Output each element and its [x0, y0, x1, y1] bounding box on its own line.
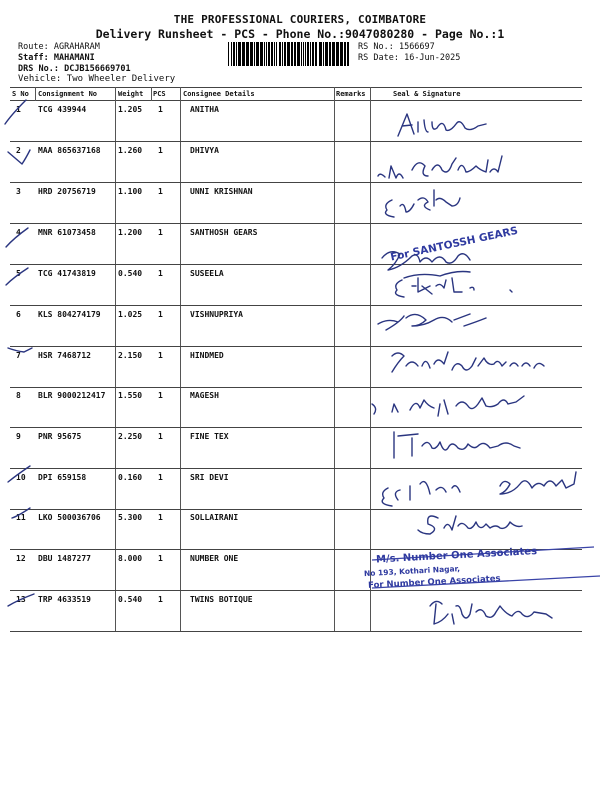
- col-header-remarks: Remarks: [336, 90, 366, 98]
- cell-consignee: DHIVYA: [190, 146, 219, 155]
- staff-label: Staff:: [18, 53, 49, 63]
- cell-sno: 11: [16, 513, 26, 522]
- cell-pcs: 1: [158, 554, 163, 563]
- runsheet-title: Delivery Runsheet - PCS - Phone No.:9047080280 - Page No.:1: [95, 27, 505, 41]
- cell-consignment: MNR 61073458: [38, 228, 96, 237]
- cell-consignment: MAA 865637168: [38, 146, 101, 155]
- cell-consignee: SUSEELA: [190, 269, 224, 278]
- cell-weight: 1.205: [118, 105, 143, 114]
- cell-consignment: DPI 659158: [38, 473, 87, 482]
- cell-sno: 12: [16, 554, 26, 563]
- cell-consignee: MAGESH: [190, 391, 219, 400]
- signature-row-9: [394, 432, 520, 458]
- vehicle-value: Two Wheeler Delivery: [66, 74, 176, 84]
- cell-pcs: 1: [158, 513, 163, 522]
- company-title: THE PROFESSIONAL COURIERS, COIMBATORE: [173, 13, 427, 26]
- rs-no-value: 1566697: [398, 42, 435, 52]
- signature-row-3: [386, 190, 460, 217]
- cell-consignee: TWINS BOTIQUE: [190, 595, 253, 604]
- col-header-weight: Weight: [118, 90, 144, 98]
- cell-pcs: 1: [158, 228, 163, 237]
- cell-consignee: VISHNUPRIYA: [190, 310, 243, 319]
- cell-consignment: HRD 20756719: [38, 187, 96, 196]
- cell-consignment: DBU 1487277: [38, 554, 91, 563]
- cell-sno: 7: [16, 351, 21, 360]
- stamp-number-one: [364, 546, 600, 591]
- rs-no-label: RS No.:: [358, 42, 394, 52]
- stamp-santhosh-gears: [389, 225, 519, 264]
- cell-weight: 0.540: [118, 269, 143, 278]
- cell-sno: 5: [16, 269, 21, 278]
- cell-weight: 1.260: [118, 146, 143, 155]
- col-header-seal: Seal & Signature: [393, 90, 461, 98]
- cell-consignment: LKO 500036706: [38, 513, 101, 522]
- cell-consignee: FINE TEX: [190, 432, 229, 441]
- col-header-consignee: Consignee Details: [183, 90, 255, 98]
- signature-row-6: [378, 314, 486, 330]
- signature-row-1: [398, 114, 486, 136]
- cell-weight: 1.100: [118, 187, 143, 196]
- cell-sno: 2: [16, 146, 21, 155]
- cell-consignee: ANITHA: [190, 105, 219, 114]
- svg-text:No 193, Kothari Nagar,: No 193, Kothari Nagar,: [363, 564, 461, 579]
- svg-text:For SANTOSSH GEARS: For SANTOSSH GEARS: [389, 224, 520, 264]
- cell-weight: 0.540: [118, 595, 143, 604]
- cell-consignment: BLR 9000212417: [38, 391, 106, 400]
- cell-pcs: 1: [158, 310, 163, 319]
- cell-weight: 8.000: [118, 554, 143, 563]
- cell-pcs: 1: [158, 391, 163, 400]
- cell-pcs: 1: [158, 351, 163, 360]
- cell-pcs: 1: [158, 146, 163, 155]
- cell-sno: 13: [16, 595, 26, 604]
- cell-weight: 1.550: [118, 391, 143, 400]
- cell-weight: 0.160: [118, 473, 143, 482]
- drs-value: DCJB156669701: [64, 64, 131, 74]
- signature-row-11: [418, 516, 522, 534]
- cell-consignment: HSR 7468712: [38, 351, 91, 360]
- route-label: Route:: [18, 42, 49, 52]
- cell-consignment: TRP 4633519: [38, 595, 91, 604]
- cell-consignee: SRI DEVI: [190, 473, 229, 482]
- route-value: AGRAHARAM: [53, 42, 100, 52]
- col-header-sno: S No: [12, 90, 29, 98]
- svg-text:M/s. Number One Associates: M/s. Number One Associates: [375, 546, 538, 566]
- drs-label: DRS No.:: [18, 64, 59, 74]
- cell-pcs: 1: [158, 595, 163, 604]
- rs-date-value: 16-Jun-2025: [404, 53, 461, 63]
- cell-pcs: 1: [158, 269, 163, 278]
- signature-row-10: [382, 472, 576, 506]
- cell-sno: 1: [16, 105, 21, 114]
- signature-row-8: [372, 396, 524, 416]
- staff-value: MAHAMANI: [53, 53, 95, 63]
- cell-weight: 2.150: [118, 351, 143, 360]
- tick-marks: [5, 100, 34, 606]
- cell-weight: 5.300: [118, 513, 143, 522]
- cell-pcs: 1: [158, 105, 163, 114]
- svg-text:For Number One Associates: For Number One Associates: [367, 573, 501, 591]
- cell-consignee: NUMBER ONE: [190, 554, 239, 563]
- signature-row-13: [430, 601, 552, 624]
- cell-pcs: 1: [158, 432, 163, 441]
- cell-consignment: PNR 95675: [38, 432, 82, 441]
- cell-consignee: SOLLAIRANI: [190, 513, 239, 522]
- cell-pcs: 1: [158, 473, 163, 482]
- cell-sno: 6: [16, 310, 21, 319]
- cell-consignment: TCG 439944: [38, 105, 87, 114]
- signature-row-5: [396, 278, 512, 297]
- cell-consignment: TCG 41743819: [38, 269, 96, 278]
- signature-row-2: [378, 156, 502, 178]
- cell-pcs: 1: [158, 187, 163, 196]
- cell-weight: 1.025: [118, 310, 143, 319]
- cell-sno: 4: [16, 228, 21, 237]
- cell-weight: 2.250: [118, 432, 143, 441]
- cell-weight: 1.200: [118, 228, 143, 237]
- cell-consignment: KLS 804274179: [38, 310, 101, 319]
- cell-consignee: HINDMED: [190, 351, 224, 360]
- cell-sno: 8: [16, 391, 21, 400]
- rs-date-label: RS Date:: [358, 53, 399, 63]
- cell-sno: 9: [16, 432, 21, 441]
- signature-row-7: [392, 352, 544, 372]
- cell-consignee: SANTHOSH GEARS: [190, 228, 258, 237]
- col-header-consignment: Consignment No: [38, 90, 98, 98]
- cell-consignee: UNNI KRISHNAN: [190, 187, 253, 196]
- col-header-pcs: PCS: [153, 90, 166, 98]
- cell-sno: 10: [16, 473, 26, 482]
- vehicle-label: Vehicle:: [18, 74, 62, 84]
- cell-sno: 3: [16, 187, 21, 196]
